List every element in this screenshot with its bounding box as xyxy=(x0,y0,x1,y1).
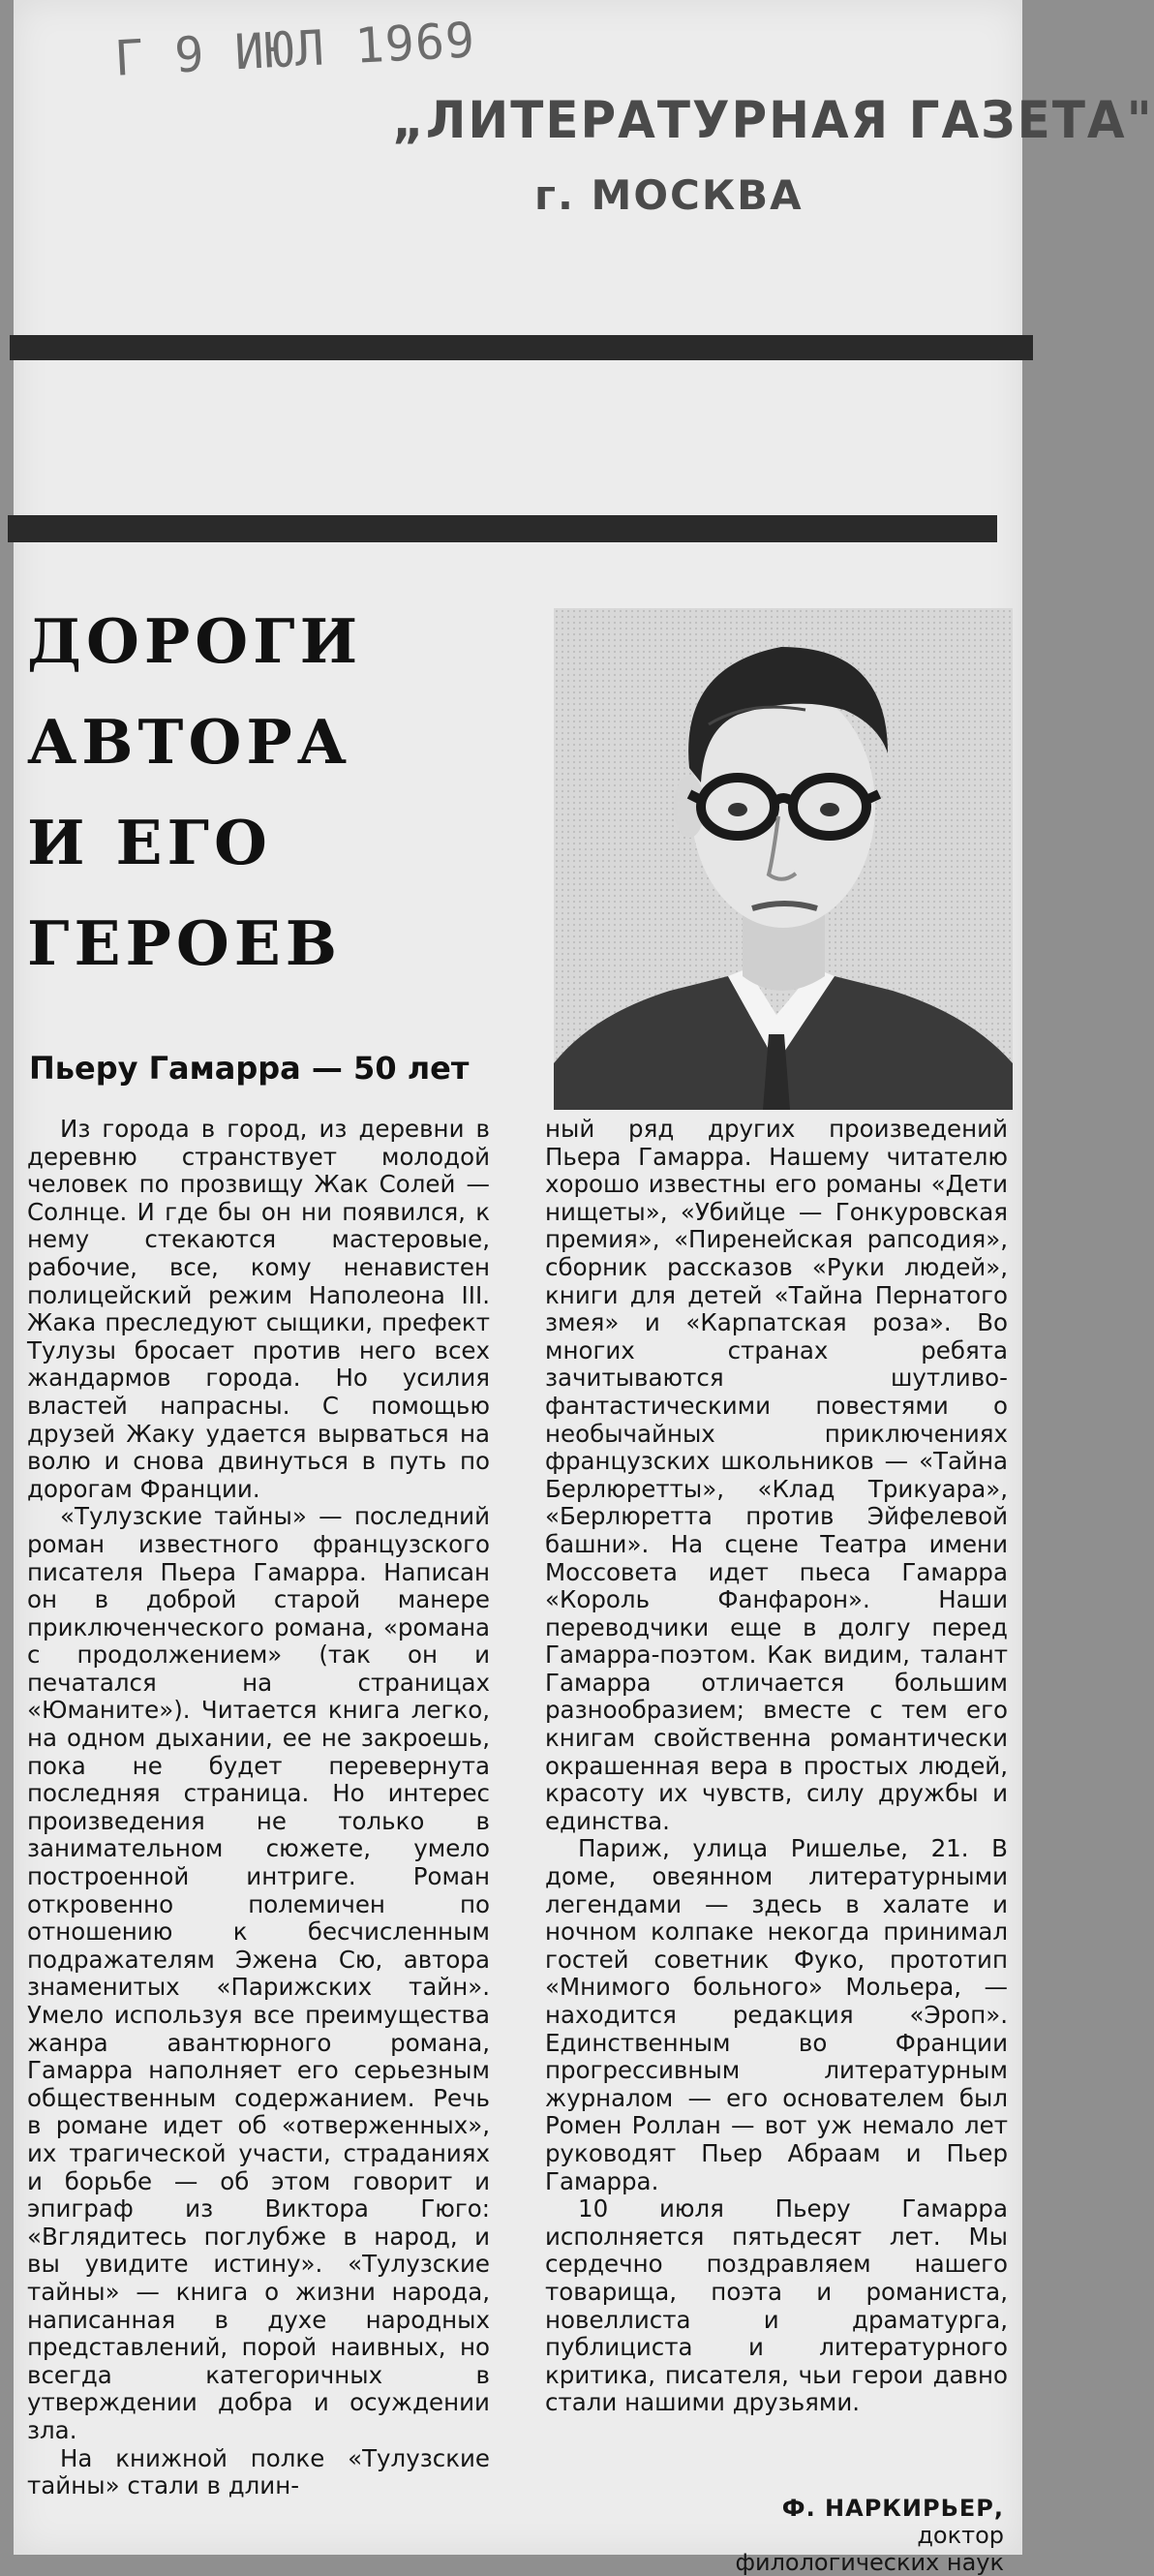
headline-line: ГЕРОЕВ xyxy=(27,907,343,979)
article-paragraph: ный ряд других произведений Пьера Гамарра. Нашему читателю хорошо известны его романы «Дети нищеты», «Убийце — Гонкуровская премия», «Пиренейская рапсодия», сборник рассказов «Руки людей», книги для детей «Тайна Пернатого змея» и «Карпатская роза». Во многих странах ребята зачитываются шутливо-фантастическими повестями о необычайных приключениях французских школьников — «Тайна Берлюретты», «Клад Трикуара», «Берлюретта против Эйфелевой башни». На сцене Театра имени Моссовета идет пьеса Гамарра «Король Фанфарон». Наши переводчики еще в долгу перед Гамарра-поэтом. Как видим, талант Гамарра отличается большим разнообразием; вместе с тем его книгам свойственна романтически окрашенная вера в простых людей, красоту их чувств, силу дружбы и единства. xyxy=(545,1115,1008,1835)
author-signature xyxy=(735,2495,1004,2576)
city-stamp: г. МОСКВА xyxy=(534,171,804,219)
signature-name: Ф. НАРКИРЬЕР, xyxy=(781,2495,1004,2522)
article-headline xyxy=(27,591,550,994)
article-column-left xyxy=(27,1116,490,2500)
article-subheadline: Пьеру Гамарра — 50 лет xyxy=(29,1050,470,1087)
article-paragraph: Париж, улица Ришелье, 21. В доме, овеянном литературными легендами — здесь в халате и ночном колпаке некогда принимал гостей советник Фуко, прототип «Мнимого больного» Мольера, — находится редакция «Эроп». Единственным во Франции прогрессивным литературным журналом — его основателем был Ромен Роллан — вот уж немало лет руководят Пьер Абраам и Пьер Гамарра. xyxy=(545,1834,1008,2195)
second-divider-rule xyxy=(8,515,997,542)
article-paragraph: Из города в город, из деревни в деревню странствует молодой человек по прозвищу Жак Солей — Солнце. И где бы он ни появился, к нему стекаются мастеровые, рабочие, все, кому ненавистен полицейский режим Наполеона III. Жака преследуют сыщики, префект Тулузы бросает против него всех жандармов города. Но усилия властей напрасны. С помощью друзей Жаку удается вырваться на волю и снова двинуться в путь по дорогам Франции. xyxy=(27,1115,490,1503)
author-portrait-photo xyxy=(554,608,1013,1110)
headline-line: ДОРОГИ xyxy=(27,605,363,677)
article-paragraph: «Тулузские тайны» — последний роман известного французского писателя Пьера Гамарра. Написан он в доброй старой манере приключенческого романа, «романа с продолжением» (так он и печатался на страницах «Юманите»). Читается книга легко, на одном дыхании, ее не закроешь, пока не будет перевернута последняя страница. Но интерес произведения не только в занимательном сюжете, умело построенной интриге. Роман откровенно полемичен по отношению к бесчисленным подражателям Эжена Сю, автора знаменитых «Парижских тайн». Умело используя все преимущества жанра авантюрного романа, Гамарра наполняет его серьезным общественным содержанием. Речь в романе идет об «отверженных», их трагической участи, страданиях и борьбе — об этом говорит и эпиграф из Виктора Гюго: «Вглядитесь поглубже в народ, и вы увидите истину». «Тулузские тайны» — книга о жизни народа, написанная в духе народных представлений, порой наивных, но всегда категоричных в утверждении добра и осуждении зла. xyxy=(27,1502,490,2444)
article-column-right xyxy=(545,1116,1008,2417)
newspaper-name-stamp: „ЛИТЕРАТУРНАЯ ГАЗЕТА" xyxy=(392,90,1154,150)
article-paragraph: На книжной полке «Тулузские тайны» стали в длин- xyxy=(27,2443,490,2500)
top-divider-rule xyxy=(10,335,1033,360)
article-paragraph: 10 июля Пьеру Гамарра исполняется пятьдесят лет. Мы сердечно поздравляем нашего товарища, поэта и романиста, новеллиста и драматурга, публициста и литературного критика, писателя, чьи герои давно стали нашими друзьями. xyxy=(545,2194,1008,2417)
headline-line: И ЕГО xyxy=(27,807,272,878)
date-stamp: Г 9 ИЮЛ 1969 xyxy=(112,12,477,87)
signature-title: филологических наук xyxy=(735,2549,1004,2576)
signature-title: доктор xyxy=(917,2522,1004,2549)
headline-line: АВТОРА xyxy=(27,706,352,778)
